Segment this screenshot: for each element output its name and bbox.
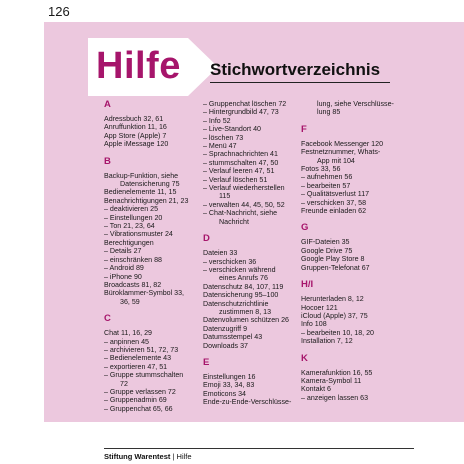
index-entry: – Gruppe verlassen 72 (104, 387, 176, 396)
index-entry: Kamera-Symbol 11 (301, 376, 362, 385)
index-entry: Kamerafunktion 16, 55 (301, 368, 373, 377)
index-entry: – stummschalten 47, 50 (203, 158, 279, 167)
index-entry: – aufnehmen 56 (301, 173, 353, 182)
index-section (203, 100, 298, 226)
index-entry: Chat 11, 16, 29 (104, 329, 152, 338)
index-entry: – Details 27 (104, 247, 142, 256)
index-entry: – Vibrationsmuster 24 (104, 230, 173, 239)
index-entry: – Menü 47 (203, 142, 237, 151)
index-entry: – verschicken 37, 58 (301, 198, 367, 207)
index-entry: – Live-Standort 40 (203, 125, 261, 134)
index-letter: E (203, 356, 210, 368)
index-section (301, 280, 401, 345)
index-section (104, 100, 202, 149)
index-section (203, 358, 298, 407)
index-entry: – verwalten 44, 45, 50, 52 (203, 200, 285, 209)
index-letter: A (104, 99, 111, 110)
index-entry: App Store (Apple) 7 (104, 131, 167, 140)
index-entry: Installation 7, 12 (301, 337, 353, 346)
index-entry: – iPhone 90 (104, 272, 142, 281)
index-entry: Datensicherung 95–100 (203, 291, 279, 300)
footer-section: Hilfe (176, 452, 192, 461)
index-entry: – Gruppe stummschalten (104, 371, 184, 380)
index-entry: – Gruppenadmin 69 (104, 396, 167, 405)
index-entry: Herunterladen 8, 12 (301, 295, 364, 304)
index-entry: – verschicken während (203, 265, 276, 274)
chapter-title: Hilfe (96, 45, 181, 87)
index-entry: Kontakt 6 (301, 385, 331, 394)
index-entry: Benachrichtigungen 21, 23 (104, 196, 189, 205)
footer-separator: | (172, 452, 175, 461)
index-letter: F (301, 123, 307, 135)
index-entry: Freunde einladen 62 (301, 207, 367, 216)
index-entry: – löschen 73 (203, 133, 244, 142)
index-entry: Ende-zu-Ende-Verschlüsse- (203, 398, 292, 407)
index-entry: – Chat-Nachricht, siehe (203, 209, 278, 218)
index-section (301, 100, 401, 117)
index-section (104, 157, 202, 307)
index-entry: App mit 104 (317, 156, 355, 165)
index-entry: 72 (120, 379, 128, 388)
index-entry: – Info 52 (203, 116, 231, 125)
index-entry: Backup-Funktion, siehe (104, 171, 179, 180)
index-entry: Emoji 33, 34, 83 (203, 381, 255, 390)
index-entry: – bearbeiten 57 (301, 181, 351, 190)
index-entry: – Hintergrundbild 47, 73 (203, 108, 279, 117)
index-letter: K (301, 352, 308, 364)
index-entry: Nachricht (219, 217, 249, 226)
index-letter: C (104, 313, 111, 325)
index-entry: Datenvolumen schützen 26 (203, 316, 289, 325)
index-section (301, 223, 401, 272)
index-entry: 115 (219, 192, 231, 201)
index-entry: Anruffunktion 11, 16 (104, 123, 167, 132)
index-entry: Datenzugriff 9 (203, 324, 248, 333)
index-entry: Facebook Messenger 120 (301, 139, 384, 148)
index-entry: Fotos 33, 56 (301, 165, 341, 174)
index-entry: – Verlauf wiederherstellen (203, 184, 285, 193)
index-section (301, 354, 401, 403)
index-entry: Berechtigungen (104, 238, 154, 247)
index-entry: Datenschutzrichtlinie (203, 299, 269, 308)
index-entry: – anpinnen 45 (104, 337, 149, 346)
index-entry: 36, 59 (120, 297, 140, 306)
index-entry: – Qualitätsverlust 117 (301, 190, 370, 199)
index-entry: Festnetznummer, Whats- (301, 148, 381, 157)
index-section (203, 234, 298, 350)
index-letter: G (301, 222, 309, 234)
index-entry: – einschränken 88 (104, 255, 162, 264)
footer-publisher: Stiftung Warentest (104, 452, 171, 461)
index-title: Stichwortverzeichnis (210, 60, 381, 79)
footer-rule (104, 448, 414, 449)
index-entry: – Ton 21, 23, 64 (104, 222, 155, 231)
index-entry: – Verlauf löschen 51 (203, 175, 268, 184)
index-entry: Downloads 37 (203, 341, 248, 350)
index-entry: Büroklammer-Symbol 33, (104, 289, 185, 298)
index-entry: Google Play Store 8 (301, 255, 365, 264)
page-number: 126 (48, 4, 70, 19)
index-entry: – Gruppenchat löschen 72 (203, 100, 287, 108)
index-letter: D (203, 233, 210, 245)
index-entry: Emoticons 34 (203, 389, 246, 398)
index-section (104, 314, 202, 413)
index-column-2 (203, 100, 298, 407)
index-entry: – exportieren 47, 51 (104, 362, 168, 371)
index-entry: Info 108 (301, 320, 327, 329)
index-entry: Dateien 33 (203, 249, 238, 258)
index-letter: H/I (301, 279, 314, 291)
index-column-1 (104, 100, 202, 413)
index-entry: Datumsstempel 43 (203, 333, 263, 342)
index-entry: Datensicherung 75 (120, 180, 180, 189)
index-entry: Google Drive 75 (301, 246, 353, 255)
index-entry: – deaktivieren 25 (104, 205, 159, 214)
index-entry: – Einstellungen 20 (104, 213, 163, 222)
index-entry: Hocoer 121 (301, 303, 338, 312)
index-entry: – verschicken 36 (203, 257, 257, 266)
index-title-underline (210, 82, 390, 83)
index-letter: B (104, 155, 111, 167)
index-entry: Einstellungen 16 (203, 372, 256, 381)
index-entry: GIF-Dateien 35 (301, 238, 350, 247)
index-entry: Apple iMessage 120 (104, 140, 169, 149)
index-entry: – Verlauf leeren 47, 51 (203, 167, 275, 176)
index-entry: Broadcasts 81, 82 (104, 280, 162, 289)
index-entry: iCloud (Apple) 37, 75 (301, 311, 368, 320)
index-entry: – Android 89 (104, 264, 144, 273)
index-entry: – Sprachnachrichten 41 (203, 150, 278, 159)
index-entry: – Gruppenchat 65, 66 (104, 404, 173, 413)
index-section (301, 125, 401, 216)
index-entry: – anzeigen lassen 63 (301, 393, 369, 402)
index-entry: – Bedienelemente 43 (104, 354, 172, 363)
footer (104, 452, 192, 461)
index-entry: Datenschutz 84, 107, 119 (203, 282, 284, 291)
index-entry: Adressbuch 32, 61 (104, 115, 164, 123)
index-column-3 (301, 100, 401, 402)
index-entry: Bedienelemente 11, 15 (104, 188, 177, 197)
index-entry: – archivieren 51, 72, 73 (104, 345, 179, 354)
index-entry: lung, siehe Verschlüsse- (317, 100, 394, 108)
index-entry: – bearbeiten 10, 18, 20 (301, 328, 374, 337)
index-entry: zustimmen 8, 13 (219, 307, 272, 316)
index-entry: lung 85 (317, 108, 341, 117)
index-entry: eines Anrufs 76 (219, 274, 268, 283)
index-entry: Gruppen-Telefonat 67 (301, 263, 370, 272)
